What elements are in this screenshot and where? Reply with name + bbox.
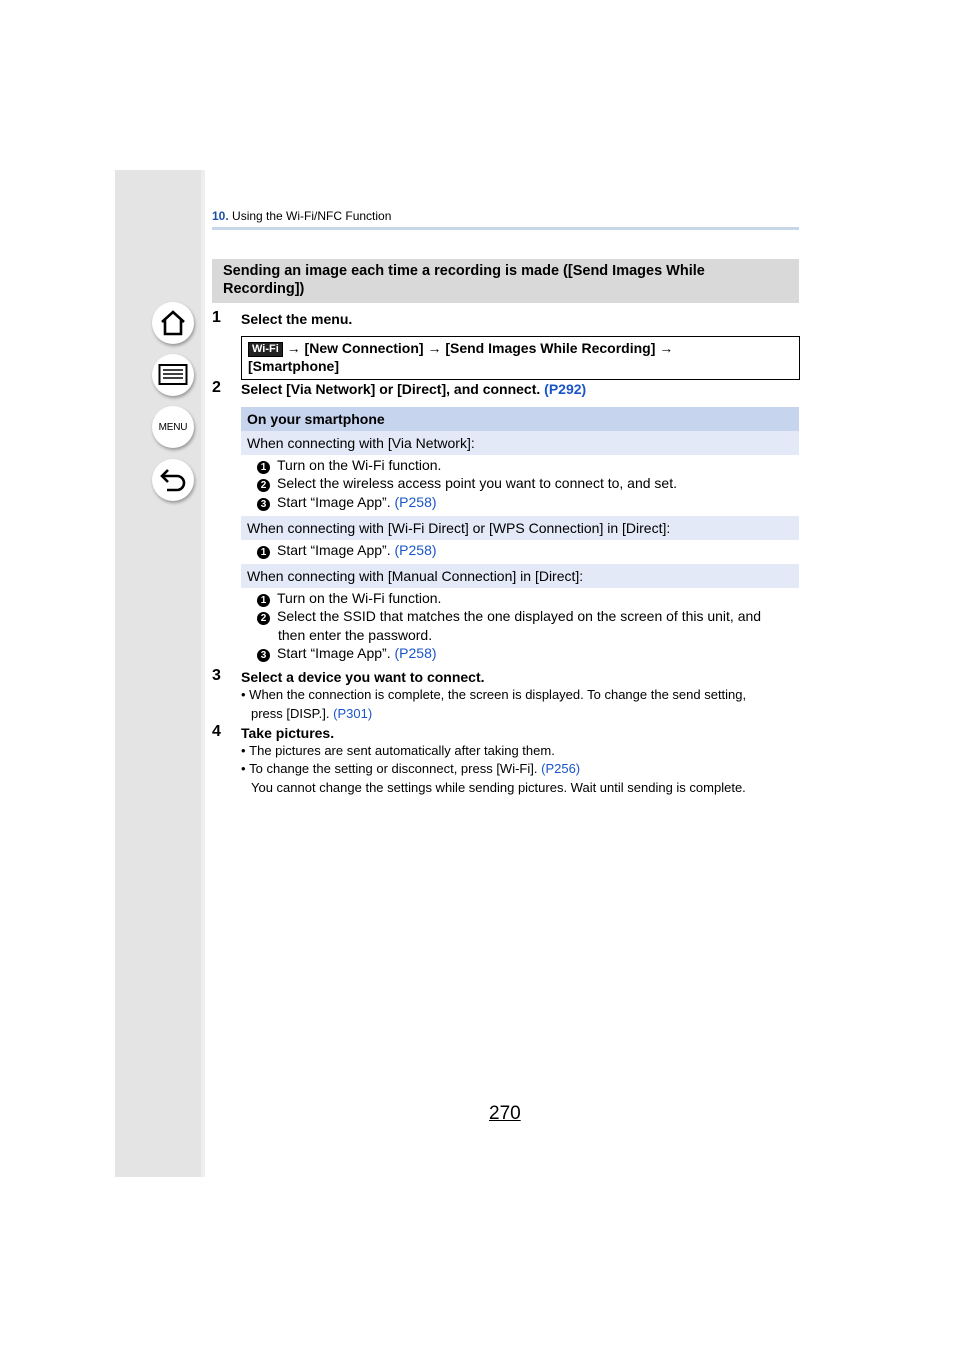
bullet-continuation [251, 705, 372, 723]
number-2-icon: 2 [257, 479, 270, 492]
list-item [257, 607, 797, 625]
bullet-item: • To change the setting or disconnect, press [Wi-Fi]. (P256) [241, 761, 581, 776]
back-button[interactable] [152, 459, 194, 501]
home-button[interactable] [152, 302, 194, 344]
bullet-item: • The pictures are sent automatically after taking them. [241, 743, 555, 758]
number-3-icon: 3 [257, 498, 270, 511]
step-1-text: Select the menu. [241, 311, 353, 327]
wifi-direct-label: When connecting with [Wi-Fi Direct] or [WPS Connection] in [Direct]: [241, 516, 799, 540]
chapter-number: 10. [212, 209, 229, 223]
number-1-icon: 1 [257, 461, 270, 474]
step-2-text [241, 381, 586, 397]
bullet-continuation: You cannot change the settings while sending pictures. Wait until sending is complete. [251, 780, 746, 795]
link-p256[interactable]: (P256) [541, 761, 581, 776]
list-item [257, 493, 797, 511]
item-text: Turn on the Wi-Fi function. [277, 457, 442, 473]
page-number: 270 [489, 1103, 521, 1124]
smartphone-heading: On your smartphone [241, 407, 799, 431]
section-title-line1: Sending an image each time a recording is made ([Send Images While [223, 263, 705, 279]
step-3-text: Select a device you want to connect. [241, 669, 485, 685]
link-p301[interactable]: (P301) [333, 706, 373, 721]
item-text: Select the wireless access point you want to connect to, and set. [277, 475, 677, 491]
step-2-number: 2 [212, 379, 221, 396]
number-1-icon: 1 [257, 546, 270, 559]
list-item [257, 644, 797, 662]
step-1-number: 1 [212, 309, 221, 326]
menu-path-box [241, 336, 800, 380]
step-2-label: Select [Via Network] or [Direct], and connect. [241, 381, 541, 397]
step-4-text: Take pictures. [241, 725, 335, 741]
menu-button[interactable] [152, 406, 194, 448]
header-rule [212, 227, 799, 230]
chapter-title: Using the Wi-Fi/NFC Function [232, 209, 392, 223]
bullet-text: press [DISP.]. [251, 706, 330, 721]
step-3-number: 3 [212, 667, 221, 684]
home-icon [159, 309, 187, 337]
menu-path-line1: → [New Connection] → [Send Images While Recording] → [286, 340, 674, 356]
link-p258[interactable]: (P258) [394, 542, 437, 558]
menu-path-line2: [Smartphone] [248, 358, 339, 374]
item-continuation: then enter the password. [278, 627, 433, 643]
contents-button[interactable] [152, 354, 194, 396]
list-item [257, 474, 797, 492]
item-text: Start “Image App”. [277, 542, 391, 558]
number-2-icon: 2 [257, 612, 270, 625]
step-4-number: 4 [212, 723, 221, 740]
sidebar-edge [201, 170, 205, 1177]
item-text: Turn on the Wi-Fi function. [277, 590, 442, 606]
item-text: Select the SSID that matches the one displayed on the screen of this unit, and [277, 608, 762, 624]
list-item [257, 589, 797, 607]
item-text: Start “Image App”. [277, 645, 391, 661]
list-icon [158, 363, 188, 387]
manual-connection-label: When connecting with [Manual Connection] in [Direct]: [241, 564, 799, 588]
wifi-menu-badge: Wi-Fi [248, 342, 283, 357]
chapter-header [212, 209, 391, 223]
number-3-icon: 3 [257, 649, 270, 662]
menu-label: MENU [158, 421, 188, 433]
link-p258[interactable]: (P258) [394, 494, 437, 510]
link-p258[interactable]: (P258) [394, 645, 437, 661]
section-title-line2: Recording]) [223, 281, 305, 297]
list-item [257, 456, 797, 474]
bullet-text: When the connection is complete, the screen is displayed. To change the send setting, [249, 687, 747, 702]
section-title [212, 259, 799, 303]
bullet-text: To change the setting or disconnect, press [Wi-Fi]. [249, 761, 538, 776]
link-p292[interactable]: (P292) [544, 381, 587, 397]
bullet-item: • When the connection is complete, the screen is displayed. To change the send setting, [241, 687, 747, 702]
list-item [257, 541, 797, 559]
number-1-icon: 1 [257, 594, 270, 607]
item-text: Start “Image App”. [277, 494, 391, 510]
back-arrow-icon [159, 467, 187, 493]
via-network-label: When connecting with [Via Network]: [241, 431, 799, 455]
bullet-text: The pictures are sent automatically after taking them. [249, 743, 555, 758]
